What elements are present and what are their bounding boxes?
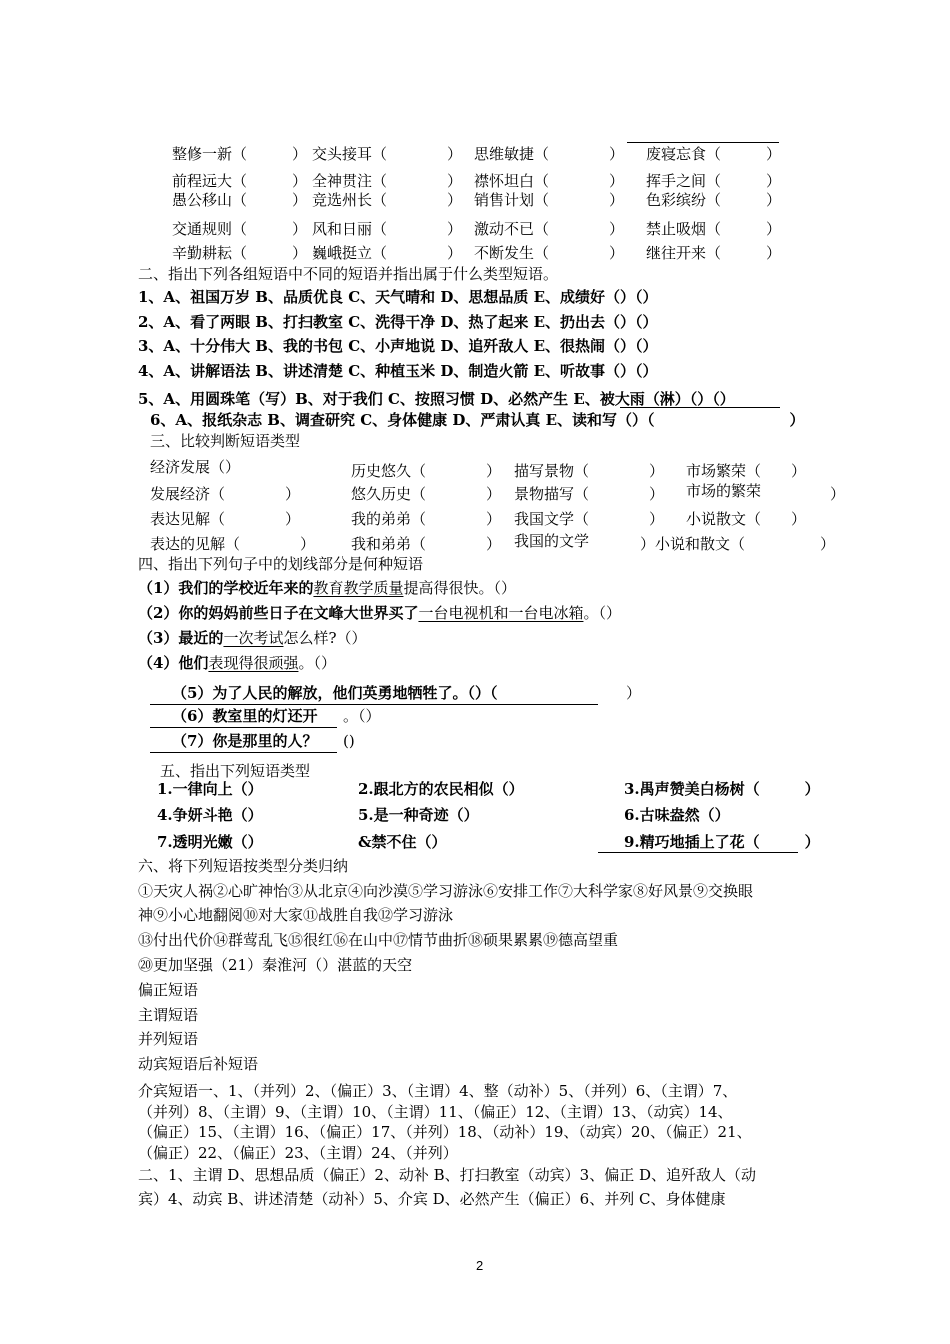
grid-cell: 交通规则（ ） <box>172 220 308 238</box>
grid-cell: 思维敏捷（ ） <box>474 145 625 163</box>
category-label: 主谓短语 <box>138 1006 199 1024</box>
phrase-list-line: 神⑨小心地翻阅⑩对大家⑪战胜自我⑫学习游泳 <box>138 906 454 924</box>
phrase-item: 1.一律向上（） <box>157 780 263 798</box>
category-label: 动宾短语后补短语 <box>138 1055 259 1073</box>
section-2-heading: 二、指出下列各组短语中不同的短语并指出属于什么类型短语。 <box>138 265 559 283</box>
sentence-6: （6）教室里的灯还开 <box>172 707 318 725</box>
grid-cell: 整修一新（ ） <box>172 145 308 163</box>
compare-item: 我的弟弟（ ） <box>351 510 502 528</box>
grid-cell: 激动不已（ ） <box>474 220 625 238</box>
sentence-7-tail: () <box>343 732 355 750</box>
section-6-heading: 六、将下列短语按类型分类归纳 <box>138 857 349 875</box>
grid-cell: 全神贯注（ ） <box>312 172 463 190</box>
category-label: 并列短语 <box>138 1030 199 1048</box>
question-item: 2、A、看了两眼 B、打扫教室 C、洗得干净 D、热了起来 E、扔出去（）（） <box>138 313 658 331</box>
compare-item: 描写景物（ ） <box>514 462 665 480</box>
grid-cell: 竞选州长（ ） <box>312 191 463 209</box>
question-item: 1、A、祖国万岁 B、品质优良 C、天气晴和 D、思想品质 E、成绩好（）（） <box>138 288 658 306</box>
sentence-4: （4）他们表现得很顽强。（） <box>138 654 336 672</box>
compare-item: 小说散文（ ） <box>686 510 807 528</box>
grid-cell: 不断发生（ ） <box>474 244 625 262</box>
compare-item: 我国的文学 <box>514 532 590 550</box>
sentence-2: （2）你的妈妈前些日子在文峰大世界买了一台电视机和一台电冰箱。（） <box>138 604 621 622</box>
category-label: 偏正短语 <box>138 981 199 999</box>
grid-cell: 废寝忘食（ ） <box>646 145 782 163</box>
sentence-7: （7）你是那里的人？ <box>172 732 318 750</box>
phrase-item: 6.古味盎然（） <box>624 806 730 824</box>
answer-line: （偏正）22、（偏正）23、（主谓）24、（并列） <box>138 1144 458 1162</box>
compare-item: 表达见解（ ） <box>150 510 301 528</box>
phrase-item: 4.争妍斗艳（） <box>157 806 263 824</box>
phrase-item: 5.是一种奇迹（） <box>358 806 479 824</box>
answer-line: 二、1、主谓 D、思想品质（偏正）2、动补 B、打扫教室（动宾）3、偏正 D、追歼敌人（动 <box>138 1166 757 1184</box>
phrase-list-line: ⑬付出代价⑭群莺乱飞⑮很红⑯在山中⑰情节曲折⑱硕果累累⑲德高望重 <box>138 931 619 949</box>
answer-line: （偏正）15、（主谓）16、（偏正）17、（并列）18、（动补）19、（动宾）20、（偏正）21、 <box>138 1123 752 1141</box>
compare-item: 市场繁荣（ ） <box>686 462 807 480</box>
phrase-item: 3.禺声赞美白杨树（ ） <box>624 780 820 798</box>
section-3-heading: 三、比较判断短语类型 <box>150 432 301 450</box>
compare-item: 悠久历史（ ） <box>351 485 502 503</box>
sentence-6-tail: 。（） <box>343 707 381 725</box>
compare-item: 表达的见解（ ） <box>150 535 316 553</box>
grid-cell: 销售计划（ ） <box>474 191 625 209</box>
grid-cell: 挥手之间（ ） <box>646 172 782 190</box>
compare-item: 景物描写（ ） <box>514 485 665 503</box>
section-4-heading: 四、指出下列句子中的划线部分是何种短语 <box>138 555 424 573</box>
grid-cell: 禁止吸烟（ ） <box>646 220 782 238</box>
compare-item: 经济发展（） <box>150 458 241 476</box>
grid-cell: 继往开来（ ） <box>646 244 782 262</box>
section-5-heading: 五、指出下列短语类型 <box>160 762 311 780</box>
page-number: 2 <box>476 1258 484 1273</box>
sentence-1: （1）我们的学校近年来的教育教学质量提高得很快。（） <box>138 579 516 597</box>
grid-cell: 交头接耳（ ） <box>312 145 463 163</box>
question-item: 4、A、讲解语法 B、讲述清楚 C、种植玉米 D、制造火箭 E、听故事（）（） <box>138 362 658 380</box>
grid-cell: 前程远大（ ） <box>172 172 308 190</box>
compare-item: 发展经济（ ） <box>150 485 301 503</box>
answer-rule <box>150 727 337 728</box>
grid-cell: 辛勤耕耘（ ） <box>172 244 308 262</box>
answer-line: 宾）4、动宾 B、讲述清楚（动补）5、介宾 D、必然产生（偏正）6、并列 C、身体健康 <box>138 1190 726 1208</box>
phrase-item: 2.跟北方的农民相似（） <box>358 780 524 798</box>
phrase-item: &禁不住（） <box>358 833 447 851</box>
phrase-list-line: ①天灾人祸②心旷神怡③从北京④向沙漠⑤学习游泳⑥安排工作⑦大科学家⑧好风景⑨交换眼 <box>138 882 754 900</box>
grid-cell: 愚公移山（ ） <box>172 191 308 209</box>
phrase-item: 7.透明光嫩（） <box>157 833 263 851</box>
sentence-5-close: ） <box>626 684 642 702</box>
answer-rule <box>150 704 598 705</box>
answer-rule <box>620 407 780 408</box>
answer-line: 介宾短语一、1、（并列）2、（偏正）3、（主谓）4、整（动补）5、（并列）6、（主谓）7、 <box>138 1082 738 1100</box>
compare-item: 我和弟弟（ ） <box>351 535 502 553</box>
compare-item: 我国文学（ ） <box>514 510 665 528</box>
phrase-item: 9.精巧地插上了花（ ） <box>624 833 820 851</box>
grid-cell: 襟怀坦白（ ） <box>474 172 625 190</box>
top-rule <box>627 142 779 143</box>
answer-rule <box>598 852 798 853</box>
compare-item: 市场的繁荣 <box>686 482 762 500</box>
sentence-5: （5）为了人民的解放，他们英勇地牺牲了。（）（ <box>172 684 498 702</box>
question-item: 5、A、用圆珠笔（写）B、对于我们 C、按照习惯 D、必然产生 E、被大雨（淋）（）（） <box>138 390 735 408</box>
grid-cell: 风和日丽（ ） <box>312 220 463 238</box>
phrase-list-line: ⑳更加坚强（21）秦淮河（）湛蓝的天空 <box>138 956 413 974</box>
compare-item: 历史悠久（ ） <box>351 462 502 480</box>
compare-item: ）小说和散文（ ） <box>640 535 836 553</box>
question-item: 3、A、十分伟大 B、我的书包 C、小声地说 D、追歼敌人 E、很热闹（）（） <box>138 337 658 355</box>
grid-cell: 色彩缤纷（ ） <box>646 191 782 209</box>
compare-item-paren: ） <box>830 485 846 503</box>
grid-cell: 巍峨挺立（ ） <box>312 244 463 262</box>
answer-line: （并列）8、（主谓）9、（主谓）10、（主谓）11、（偏正）12、（主谓）13、（动宾）14、 <box>138 1103 733 1121</box>
question-item: 6、A、报纸杂志 B、调查研究 C、身体健康 D、严肃认真 E、读和写（）（ ） <box>150 411 805 429</box>
sentence-3: （3）最近的一次考试怎么样?（） <box>138 629 367 647</box>
answer-rule <box>150 752 337 753</box>
